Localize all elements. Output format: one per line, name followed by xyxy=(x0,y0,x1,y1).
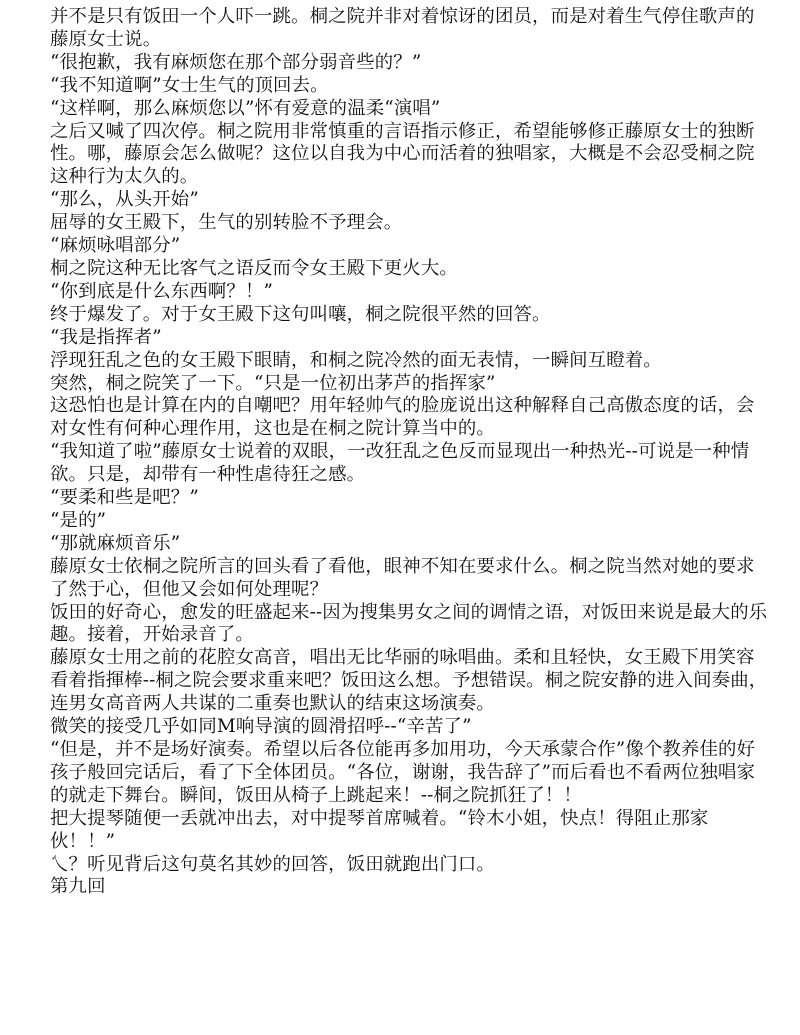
paragraph: 藤原女士依桐之院所言的回头看了看他，眼神不知在要求什么。桐之院当然对她的要求了然于心，但他又会如何处理呢？ xyxy=(50,555,755,600)
paragraph: “我知道了啦”藤原女士说着的双眼，一改狂乱之色反而显现出一种热光--可说是一种情欲。只是，却带有一种性虐待狂之感。 xyxy=(50,441,750,486)
paragraph: “那么，从头开始” xyxy=(50,189,199,211)
paragraph: 这恐怕也是计算在内的自嘲吧？用年轻帅气的脸庞说出这种解释自己高傲态度的话，会对女性有何种心理作用，这也是在桐之院计算当中的。 xyxy=(50,395,755,440)
paragraph: “要柔和些是吧？” xyxy=(50,487,199,509)
paragraph: “这样啊，那么麻烦您以”怀有爱意的温柔“演唱” xyxy=(50,97,441,119)
paragraph: “但是，并不是场好演奏。希望以后各位能再多加用功，今天承蒙合作”像个教养佳的好孩子般回完话后，看了下全体团员。“各位，谢谢，我告辞了”而后看也不看两位独唱家的就走下舞台。瞬间，饭田从椅子上跳起来！--桐之院抓狂了！！ xyxy=(50,739,756,806)
paragraph: “麻烦咏唱部分” xyxy=(50,235,181,257)
paragraph: “是的” xyxy=(50,509,107,531)
paragraph: 把大提琴随便一丢就冲出去，对中提琴首席喊着。“铃木小姐，快点！得阻止那家伙！！” xyxy=(50,807,709,852)
paragraph: 终于爆发了。对于女王殿下这句叫嚷，桐之院很平然的回答。 xyxy=(50,303,551,325)
paragraph: 乀？听见背后这句莫名其妙的回答，饭田就跑出门口。 xyxy=(50,853,495,875)
paragraph: 之后又喊了四次停。桐之院用非常慎重的言语指示修正，希望能够修正藤原女士的独断性。哪，藤原会怎么做呢？这位以自我为中心而活着的独唱家，大概是不会忍受桐之院这种行为太久的。 xyxy=(50,120,755,188)
paragraph: 饭田的好奇心，愈发的旺盛起来--因为搜集男女之间的调情之语，对饭田来说是最大的乐趣。接着，开始录音了。 xyxy=(50,601,768,646)
paragraph: “你到底是什么东西啊？！” xyxy=(50,280,274,302)
paragraph: “我是指挥者” xyxy=(50,326,162,348)
paragraph: 桐之院这种无比客气之语反而令女王殿下更火大。 xyxy=(50,257,458,279)
chapter-heading: 第九回 xyxy=(50,876,106,898)
paragraph: “那就麻烦音乐” xyxy=(50,532,181,554)
paragraph: 并不是只有饭田一个人吓一跳。桐之院并非对着惊讶的团员，而是对着生气停住歌声的藤原女士说。 xyxy=(50,6,755,50)
paragraph: “很抱歉，我有麻烦您在那个部分弱音些的？” xyxy=(50,51,422,73)
document-page xyxy=(50,6,770,899)
paragraph: 藤原女士用之前的花腔女高音，唱出无比华丽的咏唱曲。柔和且轻快，女王殿下用笑容看着指揮棒--桐之院会要求重来吧？饭田这么想。予想错误。桐之院安静的进入间奏曲，连男女高音两人共谋的二重奏也默认的结束这场演奏。 xyxy=(50,647,768,715)
paragraph: 突然，桐之院笑了一下。“只是一位初出茅芦的指挥家” xyxy=(50,372,496,394)
paragraph: “我不知道啊”女士生气的顶回去。 xyxy=(50,74,329,96)
paragraph: 浮现狂乱之色的女王殿下眼睛，和桐之院冷然的面无表情，一瞬间互瞪着。 xyxy=(50,349,662,371)
paragraph: 微笑的接受几乎如同M响导演的圆滑招呼--“辛苦了” xyxy=(50,716,472,738)
paragraph: 屈辱的女王殿下，生气的别转脸不予理会。 xyxy=(50,212,403,234)
